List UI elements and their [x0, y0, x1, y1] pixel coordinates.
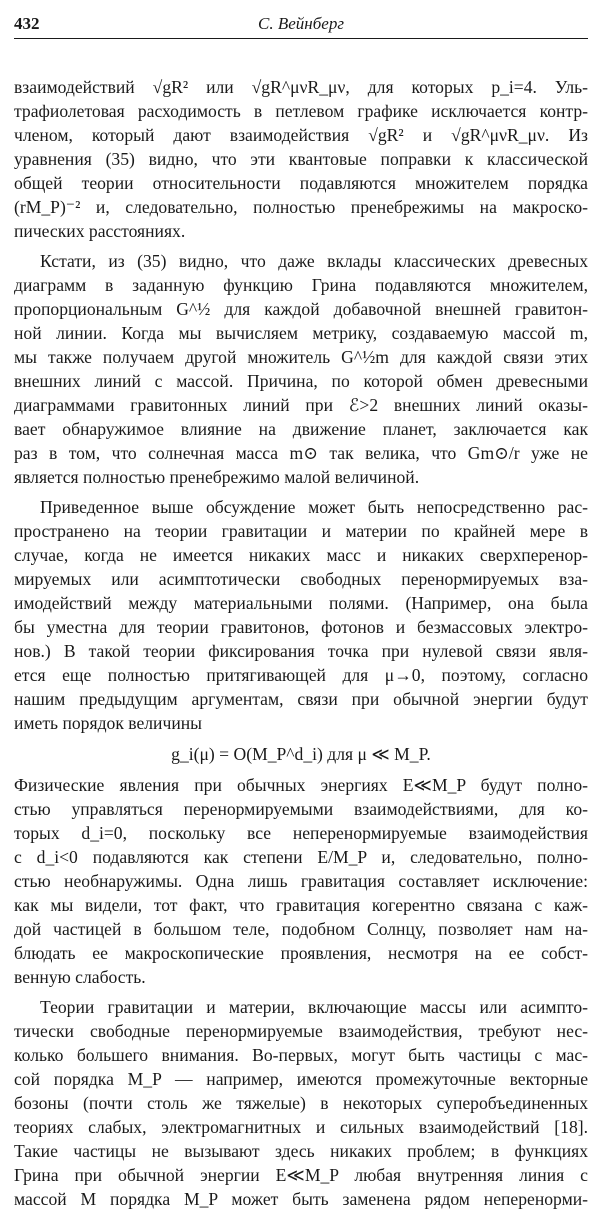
- paragraph-3: [14, 495, 588, 989]
- text-body: [14, 75, 588, 1211]
- text-line: иметь порядок величины: [14, 713, 202, 733]
- text-line: диаграмм в заданную функцию Грина подавляются множителем,: [14, 275, 588, 295]
- text-line: Кстати, из (35) видно, что даже вклады классических древесных: [40, 251, 588, 271]
- text-line: диаграммами гравитонных линий при ℰ>2 внешних линий оказы-: [14, 395, 588, 415]
- text-line: трафиолетовая расходимость в петлевом графике исключается контр-: [14, 101, 588, 121]
- text-line: с d_i<0 подавляются как степени E/M_P и, следовательно, полно-: [14, 847, 588, 867]
- running-head: С. Вейнберг: [258, 14, 344, 33]
- page: [14, 14, 588, 1211]
- text-line: членом, который дают взаимодействия √gR² и √gR^μνR_μν. Из: [14, 125, 588, 145]
- text-line: мы также получаем другой множитель G^½m для каждой связи этих: [14, 347, 588, 367]
- text-line: массой M порядка M_P может быть заменена рядом неперенорми-: [14, 1189, 588, 1209]
- text-line: нашим предыдущим аргументам, связи при обычной энергии будут: [14, 689, 588, 709]
- text-line: случае, когда не имеется никаких масс и никаких сверхперенор-: [14, 545, 588, 565]
- text-line: Физические явления при обычных энергиях E≪M_P будут полно-: [14, 775, 588, 795]
- text-line: бы уместна для теории гравитонов, фотонов и безмассовых электро-: [14, 617, 588, 637]
- text-line: теориях слабых, электромагнитных и сильных взаимодействий [18].: [14, 1117, 588, 1137]
- text-line: ной линии. Когда мы вычисляем метрику, создаваемую массой m,: [14, 323, 588, 343]
- text-line: торых d_i=0, поскольку все неперенормируемые взаимодействия: [14, 823, 588, 843]
- paragraph-2: [14, 249, 588, 489]
- text-line: стью необнаружимы. Одна лишь гравитация составляет исключение:: [14, 871, 588, 891]
- paragraph-1: [14, 75, 588, 243]
- text-line: венную слабость.: [14, 967, 146, 987]
- text-line: тически свободные перенормируемые взаимодействия, требуют нес-: [14, 1021, 588, 1041]
- text-line: Грина при обычной энергии E≪M_P любая внутренняя линия с: [14, 1165, 588, 1185]
- text-line: раз в том, что солнечная масса m⊙ так велика, что Gm⊙/r уже не: [14, 443, 588, 463]
- text-line: пространено на теории гравитации и материи по крайней мере в: [14, 521, 588, 541]
- text-line: пропорциональным G^½ для каждой добавочной внешней гравитон-: [14, 299, 588, 319]
- text-line: Приведенное выше обсуждение может быть непосредственно рас-: [40, 497, 588, 517]
- text-line: имодействий между материальными полями. (Например, она была: [14, 593, 588, 613]
- display-formula: g_i(μ) = O(M_P^d_i) для μ ≪ M_P.: [171, 744, 431, 764]
- text-line: ется еще полностью притягивающей для μ→0, поэтому, согласно: [14, 665, 588, 685]
- text-line: общей теории относительности подавляются множителем порядка: [14, 173, 588, 193]
- text-line: стью управляться перенормируемыми взаимодействиями, для ко-: [14, 799, 588, 819]
- text-line: дой частицей в большом теле, подобном Солнцу, позволяет нам на-: [14, 919, 588, 939]
- text-line: взаимодействий √gR² или √gR^μνR_μν, для которых p_i=4. Уль-: [14, 77, 588, 97]
- text-line: Теории гравитации и материи, включающие массы или асимпто-: [40, 997, 588, 1017]
- text-line: бозоны (почти столь же тяжелые) в некоторых суперобъединенных: [14, 1093, 588, 1113]
- text-line: (rM_P)⁻² и, следовательно, полностью пренебрежимы на макроско-: [14, 197, 588, 217]
- paragraph-4: [14, 995, 588, 1211]
- text-line: Такие частицы не вызывают здесь никаких проблем; в функциях: [14, 1141, 588, 1161]
- text-line: внешних линий с массой. Причина, по которой обмен древесными: [14, 371, 588, 391]
- text-line: является полностью пренебрежимо малой величиной.: [14, 467, 420, 487]
- text-line: сой порядка M_P — например, имеются промежуточные векторные: [14, 1069, 588, 1089]
- text-line: пических расстояниях.: [14, 221, 186, 241]
- text-line: уравнения (35) видно, что эти квантовые поправки к классической: [14, 149, 588, 169]
- text-line: мируемых или асимптотически свободных перенормируемых вза-: [14, 569, 588, 589]
- page-number: 432: [14, 14, 40, 33]
- text-line: блюдать ее макроскопические проявления, несмотря на ее собст-: [14, 943, 588, 963]
- text-line: вает обнаружимое влияние на движение планет, заключается как: [14, 419, 588, 439]
- text-line: как мы видели, тот факт, что гравитация когерентно связана с каж-: [14, 895, 588, 915]
- page-header: [14, 14, 588, 39]
- text-line: колько большего внимания. Во-первых, могут быть частицы с мас-: [14, 1045, 588, 1065]
- text-line: нов.) В такой теории фиксирования точка при нулевой связи явля-: [14, 641, 588, 661]
